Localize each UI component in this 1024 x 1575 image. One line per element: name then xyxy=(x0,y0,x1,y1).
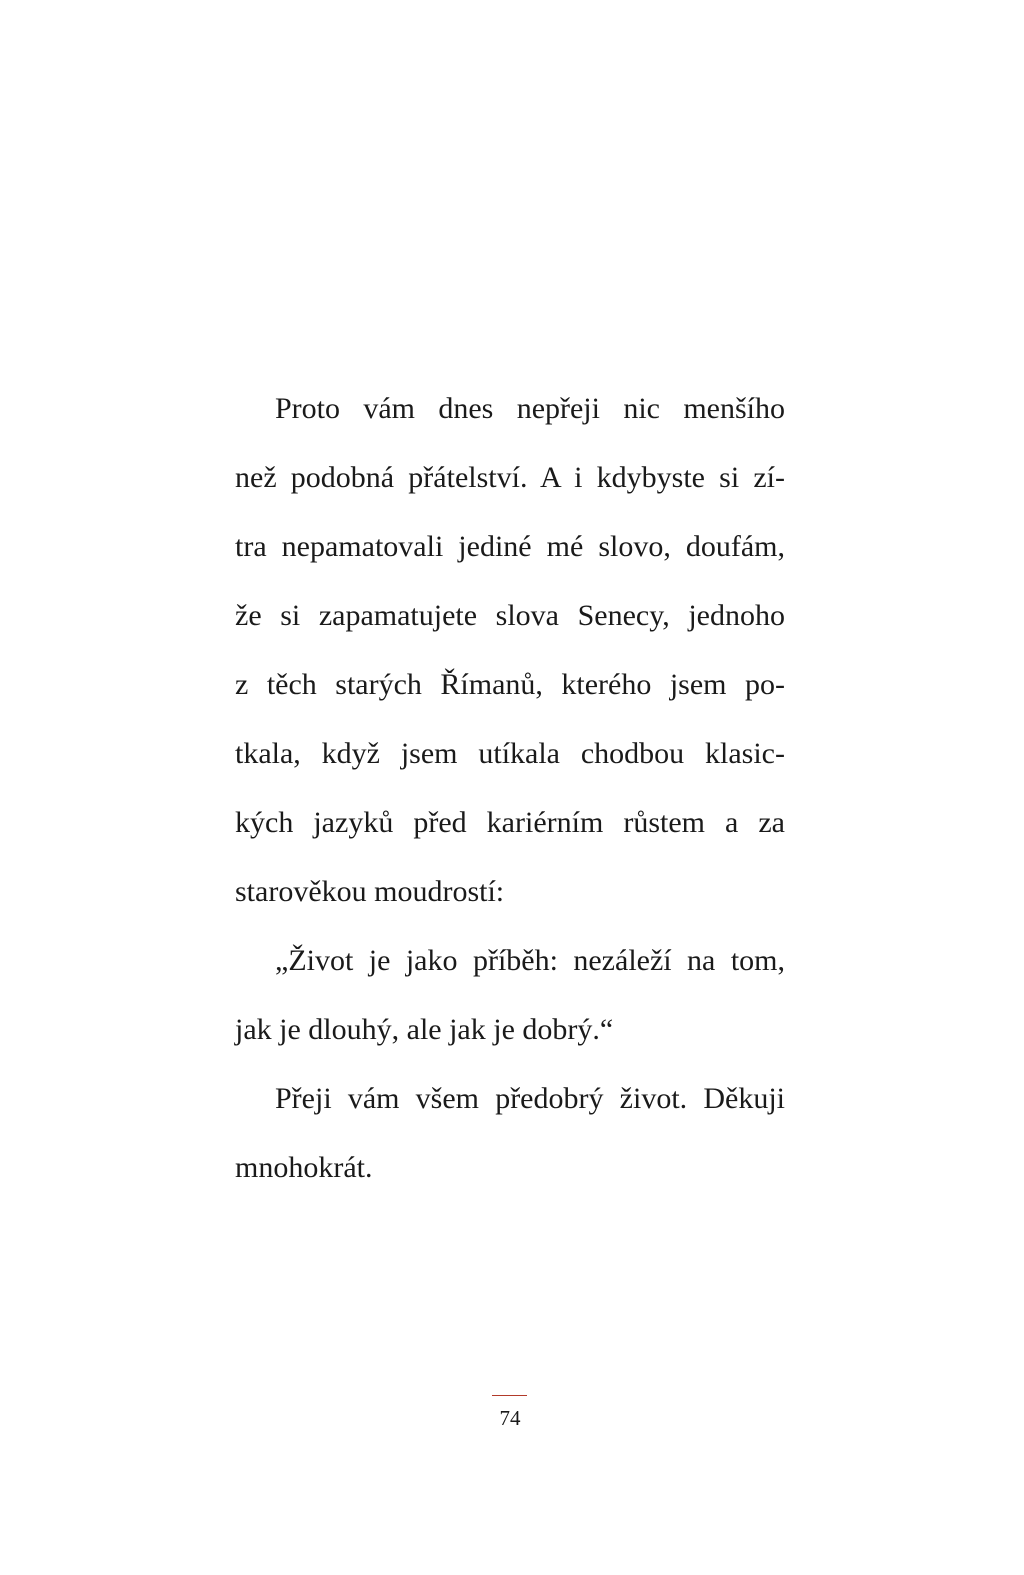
text-line: Přeji vám všem předobrý život. Děkuji xyxy=(275,1082,785,1115)
text-line: mnohokrát. xyxy=(235,1151,373,1184)
page-number-rule xyxy=(492,1395,527,1396)
text-line: že si zapamatujete slova Senecy, jednoho xyxy=(235,599,785,632)
body-text xyxy=(235,386,785,1214)
quote-line: jak je dlouhý, ale jak je dobrý.“ xyxy=(235,1013,614,1046)
text-line: kých jazyků před kariérním růstem a za xyxy=(235,806,785,839)
text-line: tra nepamatovali jediné mé slovo, doufám, xyxy=(235,530,785,563)
text-line: z těch starých Římanů, kterého jsem po- xyxy=(235,668,785,701)
text-line: než podobná přátelství. A i kdybyste si zí- xyxy=(235,461,785,494)
quote-line: „Život je jako příběh: nezáleží na tom, xyxy=(275,944,785,977)
text-line: starověkou moudrostí: xyxy=(235,875,505,908)
text-line: tkala, když jsem utíkala chodbou klasic- xyxy=(235,737,785,770)
text-line: Proto vám dnes nepřeji nic menšího xyxy=(275,392,785,425)
page-number: 74 xyxy=(499,1406,521,1430)
